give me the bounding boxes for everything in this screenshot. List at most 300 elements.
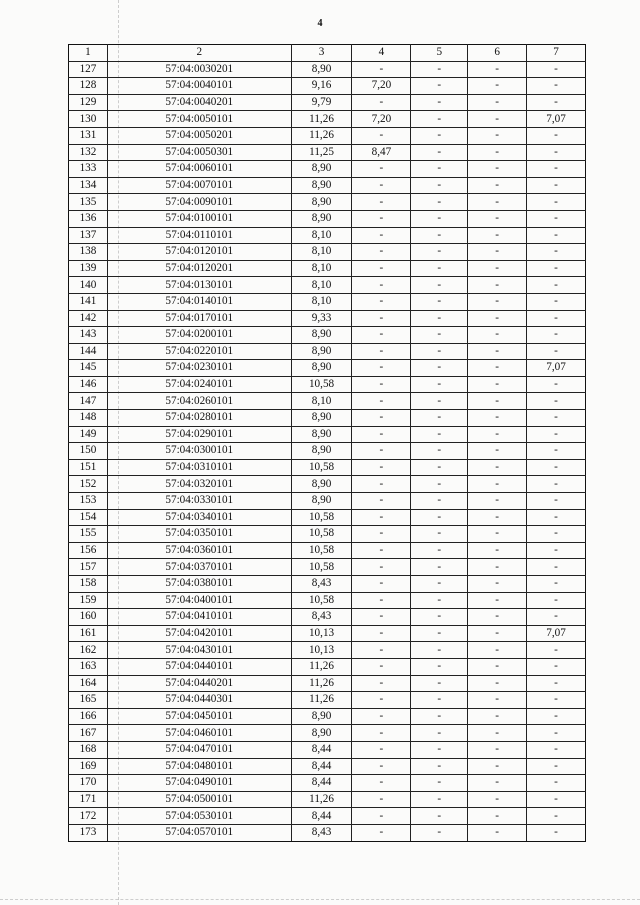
row-number-cell: 136 (69, 210, 108, 227)
value-cell-4: - (352, 526, 411, 543)
value-cell-3: 10,58 (291, 459, 352, 476)
table-row (69, 791, 586, 808)
value-cell-6: - (468, 277, 527, 294)
value-cell-5: - (411, 376, 468, 393)
table-row (69, 78, 586, 95)
value-cell-6: - (468, 708, 527, 725)
table-row (69, 559, 586, 576)
value-cell-7: - (527, 758, 586, 775)
row-number-cell: 135 (69, 194, 108, 211)
cadastral-rate-table (68, 44, 586, 842)
cadastral-quarter-cell: 57:04:0500101 (107, 791, 291, 808)
table-row (69, 327, 586, 344)
table-row (69, 692, 586, 709)
cadastral-quarter-cell: 57:04:0100101 (107, 210, 291, 227)
value-cell-6: - (468, 443, 527, 460)
value-cell-4: - (352, 675, 411, 692)
value-cell-4: - (352, 509, 411, 526)
value-cell-7: - (527, 592, 586, 609)
value-cell-5: - (411, 708, 468, 725)
row-number-cell: 127 (69, 61, 108, 78)
row-number-cell: 161 (69, 625, 108, 642)
value-cell-4: - (352, 194, 411, 211)
value-cell-6: - (468, 758, 527, 775)
value-cell-4: - (352, 161, 411, 178)
value-cell-4: - (352, 791, 411, 808)
value-cell-7: - (527, 476, 586, 493)
table-row (69, 808, 586, 825)
row-number-cell: 151 (69, 459, 108, 476)
cadastral-quarter-cell: 57:04:0040101 (107, 78, 291, 95)
row-number-cell: 129 (69, 94, 108, 111)
value-cell-3: 8,43 (291, 609, 352, 626)
value-cell-6: - (468, 509, 527, 526)
cadastral-quarter-cell: 57:04:0050101 (107, 111, 291, 128)
value-cell-5: - (411, 658, 468, 675)
value-cell-6: - (468, 642, 527, 659)
value-cell-6: - (468, 791, 527, 808)
value-cell-4: - (352, 592, 411, 609)
value-cell-6: - (468, 808, 527, 825)
value-cell-5: - (411, 127, 468, 144)
value-cell-6: - (468, 658, 527, 675)
cadastral-quarter-cell: 57:04:0380101 (107, 576, 291, 593)
value-cell-7: - (527, 244, 586, 261)
cadastral-quarter-cell: 57:04:0490101 (107, 775, 291, 792)
cadastral-quarter-cell: 57:04:0200101 (107, 327, 291, 344)
value-cell-5: - (411, 675, 468, 692)
table-row (69, 708, 586, 725)
column-header: 3 (291, 45, 352, 62)
value-cell-3: 8,44 (291, 808, 352, 825)
value-cell-7: - (527, 559, 586, 576)
value-cell-6: - (468, 824, 527, 841)
value-cell-4: - (352, 725, 411, 742)
table-row (69, 210, 586, 227)
row-number-cell: 138 (69, 244, 108, 261)
value-cell-3: 11,26 (291, 111, 352, 128)
row-number-cell: 140 (69, 277, 108, 294)
value-cell-6: - (468, 775, 527, 792)
table-body (69, 45, 586, 842)
table-row (69, 393, 586, 410)
table-row (69, 459, 586, 476)
value-cell-5: - (411, 277, 468, 294)
value-cell-6: - (468, 293, 527, 310)
cadastral-quarter-cell: 57:04:0290101 (107, 426, 291, 443)
value-cell-4: - (352, 177, 411, 194)
value-cell-6: - (468, 210, 527, 227)
value-cell-3: 11,26 (291, 675, 352, 692)
value-cell-4: - (352, 542, 411, 559)
cadastral-quarter-cell: 57:04:0070101 (107, 177, 291, 194)
row-number-cell: 162 (69, 642, 108, 659)
value-cell-3: 10,58 (291, 542, 352, 559)
row-number-cell: 142 (69, 310, 108, 327)
cadastral-quarter-cell: 57:04:0050201 (107, 127, 291, 144)
value-cell-3: 9,16 (291, 78, 352, 95)
cadastral-quarter-cell: 57:04:0350101 (107, 526, 291, 543)
value-cell-7: - (527, 310, 586, 327)
table-row (69, 244, 586, 261)
value-cell-3: 8,44 (291, 741, 352, 758)
value-cell-5: - (411, 161, 468, 178)
cadastral-quarter-cell: 57:04:0530101 (107, 808, 291, 825)
value-cell-4: 8,47 (352, 144, 411, 161)
value-cell-3: 10,13 (291, 625, 352, 642)
value-cell-5: - (411, 625, 468, 642)
value-cell-4: - (352, 343, 411, 360)
value-cell-6: - (468, 459, 527, 476)
table-row (69, 410, 586, 427)
table-row (69, 260, 586, 277)
value-cell-3: 8,90 (291, 360, 352, 377)
row-number-cell: 152 (69, 476, 108, 493)
value-cell-6: - (468, 526, 527, 543)
table-row (69, 775, 586, 792)
row-number-cell: 128 (69, 78, 108, 95)
row-number-cell: 139 (69, 260, 108, 277)
value-cell-5: - (411, 78, 468, 95)
row-number-cell: 158 (69, 576, 108, 593)
cadastral-quarter-cell: 57:04:0420101 (107, 625, 291, 642)
value-cell-7: - (527, 277, 586, 294)
value-cell-5: - (411, 426, 468, 443)
value-cell-7: - (527, 144, 586, 161)
column-header: 7 (527, 45, 586, 62)
value-cell-3: 8,43 (291, 824, 352, 841)
value-cell-6: - (468, 625, 527, 642)
value-cell-5: - (411, 177, 468, 194)
value-cell-5: - (411, 642, 468, 659)
value-cell-3: 8,43 (291, 576, 352, 593)
row-number-cell: 134 (69, 177, 108, 194)
value-cell-4: - (352, 376, 411, 393)
cadastral-quarter-cell: 57:04:0410101 (107, 609, 291, 626)
value-cell-5: - (411, 542, 468, 559)
value-cell-7: - (527, 609, 586, 626)
value-cell-3: 9,79 (291, 94, 352, 111)
scan-artifact-bottom (0, 899, 640, 901)
value-cell-6: - (468, 376, 527, 393)
value-cell-5: - (411, 310, 468, 327)
row-number-cell: 137 (69, 227, 108, 244)
value-cell-6: - (468, 559, 527, 576)
value-cell-3: 8,90 (291, 210, 352, 227)
table-header-row (69, 45, 586, 62)
value-cell-4: - (352, 426, 411, 443)
table-row (69, 376, 586, 393)
value-cell-4: - (352, 625, 411, 642)
value-cell-3: 8,90 (291, 343, 352, 360)
value-cell-4: - (352, 327, 411, 344)
table-row (69, 526, 586, 543)
value-cell-5: - (411, 393, 468, 410)
row-number-cell: 131 (69, 127, 108, 144)
value-cell-3: 8,90 (291, 61, 352, 78)
value-cell-3: 10,58 (291, 559, 352, 576)
table-row (69, 277, 586, 294)
value-cell-5: - (411, 327, 468, 344)
value-cell-7: - (527, 127, 586, 144)
row-number-cell: 133 (69, 161, 108, 178)
value-cell-6: - (468, 144, 527, 161)
value-cell-6: - (468, 692, 527, 709)
row-number-cell: 148 (69, 410, 108, 427)
value-cell-6: - (468, 161, 527, 178)
value-cell-6: - (468, 194, 527, 211)
table-row (69, 443, 586, 460)
value-cell-5: - (411, 443, 468, 460)
value-cell-4: - (352, 758, 411, 775)
cadastral-quarter-cell: 57:04:0470101 (107, 741, 291, 758)
column-header: 1 (69, 45, 108, 62)
row-number-cell: 173 (69, 824, 108, 841)
value-cell-3: 8,90 (291, 194, 352, 211)
column-header: 6 (468, 45, 527, 62)
value-cell-3: 10,58 (291, 526, 352, 543)
cadastral-quarter-cell: 57:04:0320101 (107, 476, 291, 493)
table-row (69, 144, 586, 161)
value-cell-3: 8,90 (291, 443, 352, 460)
cadastral-quarter-cell: 57:04:0260101 (107, 393, 291, 410)
table-row (69, 111, 586, 128)
value-cell-7: - (527, 775, 586, 792)
value-cell-5: - (411, 476, 468, 493)
value-cell-4: - (352, 824, 411, 841)
table-row (69, 360, 586, 377)
value-cell-5: - (411, 61, 468, 78)
row-number-cell: 156 (69, 542, 108, 559)
value-cell-7: - (527, 393, 586, 410)
value-cell-7: - (527, 692, 586, 709)
value-cell-4: - (352, 493, 411, 510)
row-number-cell: 149 (69, 426, 108, 443)
cadastral-quarter-cell: 57:04:0310101 (107, 459, 291, 476)
value-cell-4: - (352, 61, 411, 78)
value-cell-5: - (411, 592, 468, 609)
value-cell-3: 8,90 (291, 476, 352, 493)
cadastral-quarter-cell: 57:04:0330101 (107, 493, 291, 510)
table-row (69, 824, 586, 841)
value-cell-7: - (527, 725, 586, 742)
value-cell-4: - (352, 741, 411, 758)
value-cell-4: - (352, 244, 411, 261)
value-cell-6: - (468, 244, 527, 261)
value-cell-7: - (527, 227, 586, 244)
cadastral-quarter-cell: 57:04:0440201 (107, 675, 291, 692)
value-cell-5: - (411, 343, 468, 360)
value-cell-7: - (527, 376, 586, 393)
row-number-cell: 144 (69, 343, 108, 360)
value-cell-7: - (527, 658, 586, 675)
value-cell-5: - (411, 526, 468, 543)
value-cell-7: - (527, 78, 586, 95)
value-cell-4: - (352, 459, 411, 476)
value-cell-6: - (468, 360, 527, 377)
value-cell-5: - (411, 210, 468, 227)
value-cell-3: 11,25 (291, 144, 352, 161)
cadastral-quarter-cell: 57:04:0170101 (107, 310, 291, 327)
row-number-cell: 163 (69, 658, 108, 675)
cadastral-quarter-cell: 57:04:0220101 (107, 343, 291, 360)
value-cell-7: - (527, 343, 586, 360)
value-cell-3: 8,90 (291, 327, 352, 344)
row-number-cell: 153 (69, 493, 108, 510)
row-number-cell: 171 (69, 791, 108, 808)
value-cell-6: - (468, 576, 527, 593)
value-cell-7: - (527, 791, 586, 808)
value-cell-7: - (527, 459, 586, 476)
cadastral-quarter-cell: 57:04:0430101 (107, 642, 291, 659)
table-row (69, 675, 586, 692)
table-row (69, 725, 586, 742)
value-cell-4: - (352, 808, 411, 825)
value-cell-3: 8,10 (291, 244, 352, 261)
value-cell-6: - (468, 127, 527, 144)
value-cell-4: - (352, 293, 411, 310)
table-row (69, 625, 586, 642)
cadastral-quarter-cell: 57:04:0460101 (107, 725, 291, 742)
value-cell-3: 8,44 (291, 758, 352, 775)
row-number-cell: 160 (69, 609, 108, 626)
value-cell-3: 8,90 (291, 725, 352, 742)
value-cell-4: - (352, 227, 411, 244)
cadastral-quarter-cell: 57:04:0440301 (107, 692, 291, 709)
value-cell-6: - (468, 111, 527, 128)
value-cell-4: - (352, 277, 411, 294)
value-cell-3: 8,90 (291, 708, 352, 725)
table-row (69, 592, 586, 609)
row-number-cell: 141 (69, 293, 108, 310)
cadastral-quarter-cell: 57:04:0130101 (107, 277, 291, 294)
cadastral-quarter-cell: 57:04:0120201 (107, 260, 291, 277)
table-row (69, 476, 586, 493)
value-cell-6: - (468, 260, 527, 277)
cadastral-quarter-cell: 57:04:0300101 (107, 443, 291, 460)
value-cell-3: 10,58 (291, 509, 352, 526)
value-cell-5: - (411, 725, 468, 742)
row-number-cell: 168 (69, 741, 108, 758)
row-number-cell: 172 (69, 808, 108, 825)
table-row (69, 426, 586, 443)
value-cell-4: - (352, 642, 411, 659)
value-cell-7: - (527, 210, 586, 227)
value-cell-4: - (352, 393, 411, 410)
value-cell-7: 7,07 (527, 360, 586, 377)
table-row (69, 310, 586, 327)
cadastral-quarter-cell: 57:04:0570101 (107, 824, 291, 841)
cadastral-quarter-cell: 57:04:0140101 (107, 293, 291, 310)
column-header: 2 (107, 45, 291, 62)
value-cell-4: - (352, 708, 411, 725)
value-cell-3: 8,90 (291, 493, 352, 510)
value-cell-4: 7,20 (352, 111, 411, 128)
value-cell-5: - (411, 227, 468, 244)
value-cell-4: - (352, 775, 411, 792)
value-cell-6: - (468, 343, 527, 360)
column-header: 5 (411, 45, 468, 62)
value-cell-5: - (411, 244, 468, 261)
value-cell-7: 7,07 (527, 111, 586, 128)
value-cell-3: 11,26 (291, 791, 352, 808)
value-cell-3: 11,26 (291, 658, 352, 675)
table-row (69, 758, 586, 775)
value-cell-6: - (468, 609, 527, 626)
value-cell-5: - (411, 559, 468, 576)
value-cell-7: - (527, 293, 586, 310)
value-cell-4: - (352, 692, 411, 709)
row-number-cell: 159 (69, 592, 108, 609)
value-cell-5: - (411, 94, 468, 111)
table-row (69, 177, 586, 194)
table-row (69, 94, 586, 111)
value-cell-5: - (411, 692, 468, 709)
value-cell-5: - (411, 360, 468, 377)
value-cell-6: - (468, 78, 527, 95)
value-cell-7: - (527, 675, 586, 692)
cadastral-quarter-cell: 57:04:0370101 (107, 559, 291, 576)
cadastral-quarter-cell: 57:04:0450101 (107, 708, 291, 725)
value-cell-6: - (468, 393, 527, 410)
table-row (69, 61, 586, 78)
table-row (69, 493, 586, 510)
value-cell-5: - (411, 293, 468, 310)
value-cell-7: - (527, 708, 586, 725)
row-number-cell: 150 (69, 443, 108, 460)
value-cell-4: - (352, 360, 411, 377)
table-row (69, 642, 586, 659)
value-cell-4: - (352, 476, 411, 493)
value-cell-7: - (527, 542, 586, 559)
row-number-cell: 130 (69, 111, 108, 128)
value-cell-3: 8,90 (291, 426, 352, 443)
value-cell-7: - (527, 493, 586, 510)
value-cell-7: - (527, 161, 586, 178)
value-cell-7: - (527, 426, 586, 443)
table-row (69, 658, 586, 675)
table-row (69, 576, 586, 593)
row-number-cell: 164 (69, 675, 108, 692)
row-number-cell: 170 (69, 775, 108, 792)
cadastral-quarter-cell: 57:04:0030201 (107, 61, 291, 78)
row-number-cell: 166 (69, 708, 108, 725)
cadastral-quarter-cell: 57:04:0060101 (107, 161, 291, 178)
value-cell-5: - (411, 144, 468, 161)
value-cell-4: - (352, 210, 411, 227)
cadastral-quarter-cell: 57:04:0340101 (107, 509, 291, 526)
value-cell-3: 10,58 (291, 376, 352, 393)
value-cell-5: - (411, 609, 468, 626)
value-cell-3: 8,10 (291, 227, 352, 244)
value-cell-5: - (411, 111, 468, 128)
table-row (69, 127, 586, 144)
value-cell-3: 10,58 (291, 592, 352, 609)
value-cell-7: 7,07 (527, 625, 586, 642)
value-cell-4: - (352, 576, 411, 593)
value-cell-6: - (468, 177, 527, 194)
cadastral-quarter-cell: 57:04:0480101 (107, 758, 291, 775)
value-cell-6: - (468, 592, 527, 609)
value-cell-7: - (527, 410, 586, 427)
table-row (69, 741, 586, 758)
cadastral-quarter-cell: 57:04:0120101 (107, 244, 291, 261)
cadastral-quarter-cell: 57:04:0440101 (107, 658, 291, 675)
value-cell-4: - (352, 94, 411, 111)
value-cell-7: - (527, 741, 586, 758)
row-number-cell: 157 (69, 559, 108, 576)
value-cell-7: - (527, 194, 586, 211)
